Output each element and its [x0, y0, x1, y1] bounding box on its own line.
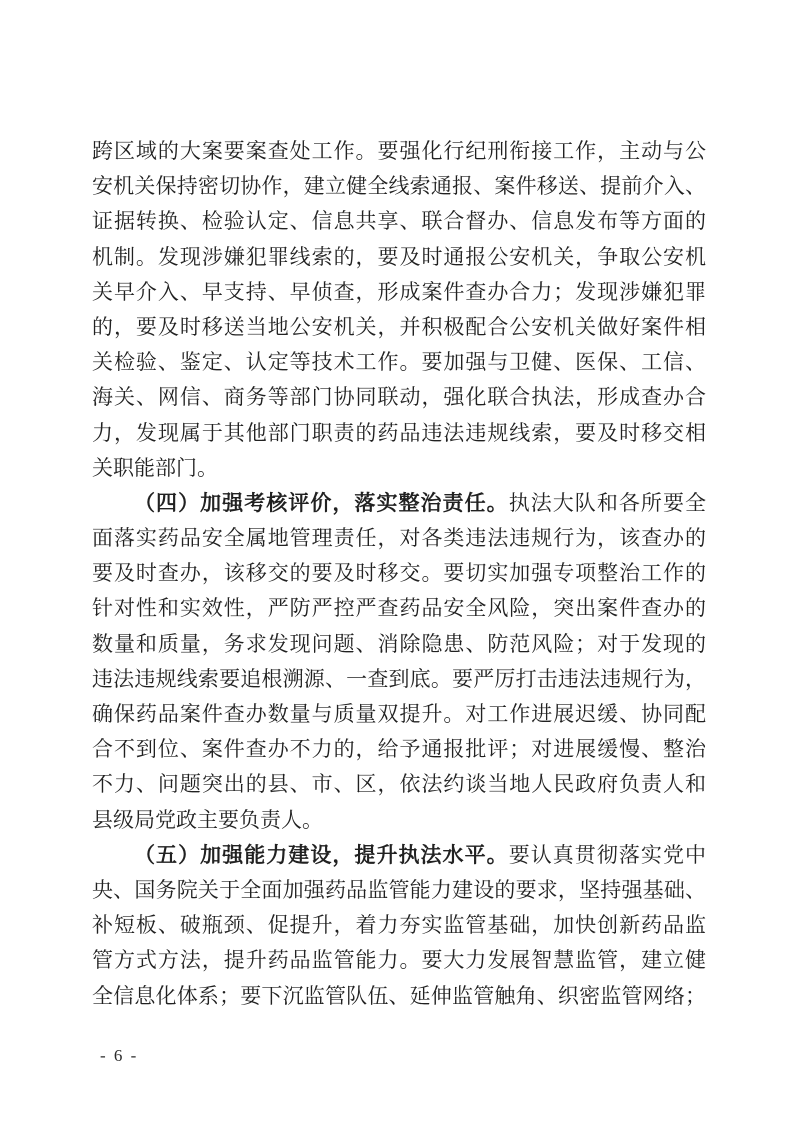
text-segment: 关职能部门。	[92, 455, 218, 480]
paragraph	[92, 134, 706, 486]
text-line	[92, 275, 706, 310]
text-segment: 确保药品案件查办数量与质量双提升。对工作进展迟缓、协同配	[92, 702, 706, 726]
text-line	[92, 451, 706, 486]
text-segment: 关早介入、早支持、早侦查，形成案件查办合力；发现涉嫌犯罪	[92, 279, 706, 304]
text-line	[92, 169, 706, 204]
text-line	[92, 591, 706, 626]
text-line	[92, 979, 706, 1014]
paragraph	[92, 486, 706, 838]
text-line	[92, 767, 706, 802]
page-number: - 6 -	[100, 1046, 139, 1065]
text-segment: 针对性和实效性，严防严控严查药品安全风险，突出案件查办的	[92, 596, 706, 621]
text-segment: 的，要及时移送当地公安机关，并积极配合公安机关做好案件相	[92, 314, 706, 339]
text-line	[92, 697, 706, 732]
text-segment: 关检验、鉴定、认定等技术工作。要加强与卫健、医保、工信、	[92, 350, 706, 375]
text-line	[92, 240, 706, 275]
text-line	[92, 943, 706, 978]
text-segment: 要及时查办，该移交的要及时移交。要切实加强专项整治工作的	[92, 561, 706, 586]
text-segment: 要认真贯彻落实党中	[508, 842, 707, 867]
text-line	[92, 803, 706, 838]
document-body	[92, 134, 706, 1014]
text-segment: 机制。发现涉嫌犯罪线索的，要及时通报公安机关，争取公安机	[92, 244, 706, 269]
text-line	[92, 486, 706, 521]
text-segment: 海关、网信、商务等部门协同联动，强化联合执法，形成查办合	[92, 385, 706, 410]
text-segment: 县级局党政主要负责人。	[92, 807, 323, 832]
text-segment: 全信息化体系；要下沉监管队伍、延伸监管触角、织密监管网络；	[92, 983, 706, 1008]
text-line	[92, 838, 706, 873]
text-segment: 补短板、破瓶颈、促提升，着力夯实监管基础，加快创新药品监	[92, 913, 706, 938]
text-line	[92, 662, 706, 697]
text-segment: 安机关保持密切协作，建立健全线索通报、案件移送、提前介入、	[92, 174, 706, 199]
text-line	[92, 521, 706, 556]
text-line	[92, 204, 706, 239]
text-line	[92, 908, 706, 943]
text-line	[92, 732, 706, 767]
text-line	[92, 416, 706, 451]
text-segment: 不力、问题突出的县、市、区，依法约谈当地人民政府负责人和	[92, 772, 706, 797]
paragraph-heading: （五）加强能力建设，提升执法水平。	[134, 842, 509, 867]
text-line	[92, 873, 706, 908]
paragraph	[92, 838, 706, 1014]
text-segment: 管方式方法，提升药品监管能力。要大力发展智慧监管，建立健	[92, 948, 706, 973]
text-segment: 央、国务院关于全面加强药品监管能力建设的要求，坚持强基础、	[92, 877, 706, 902]
text-segment: 违法违规线索要追根溯源、一查到底。要严厉打击违法违规行为，	[92, 666, 706, 691]
text-segment: 跨区域的大案要案查处工作。要强化行纪刑衔接工作，主动与公	[92, 139, 706, 163]
text-segment: 数量和质量，务求发现问题、消除隐患、防范风险；对于发现的	[92, 631, 706, 656]
text-line	[92, 380, 706, 415]
text-segment: 证据转换、检验认定、信息共享、联合督办、信息发布等方面的	[92, 209, 706, 234]
text-segment: 执法大队和各所要全	[508, 490, 707, 515]
text-line	[92, 556, 706, 591]
text-segment: 面落实药品安全属地管理责任，对各类违法违规行为，该查办的	[92, 526, 706, 551]
text-line	[92, 310, 706, 345]
text-line	[92, 134, 706, 169]
paragraph-heading: （四）加强考核评价，落实整治责任。	[134, 490, 509, 515]
text-segment: 合不到位、案件查办不力的，给予通报批评；对进展缓慢、整治	[92, 737, 706, 762]
text-line	[92, 345, 706, 380]
text-segment: 力，发现属于其他部门职责的药品违法违规线索，要及时移交相	[92, 420, 706, 445]
text-line	[92, 627, 706, 662]
